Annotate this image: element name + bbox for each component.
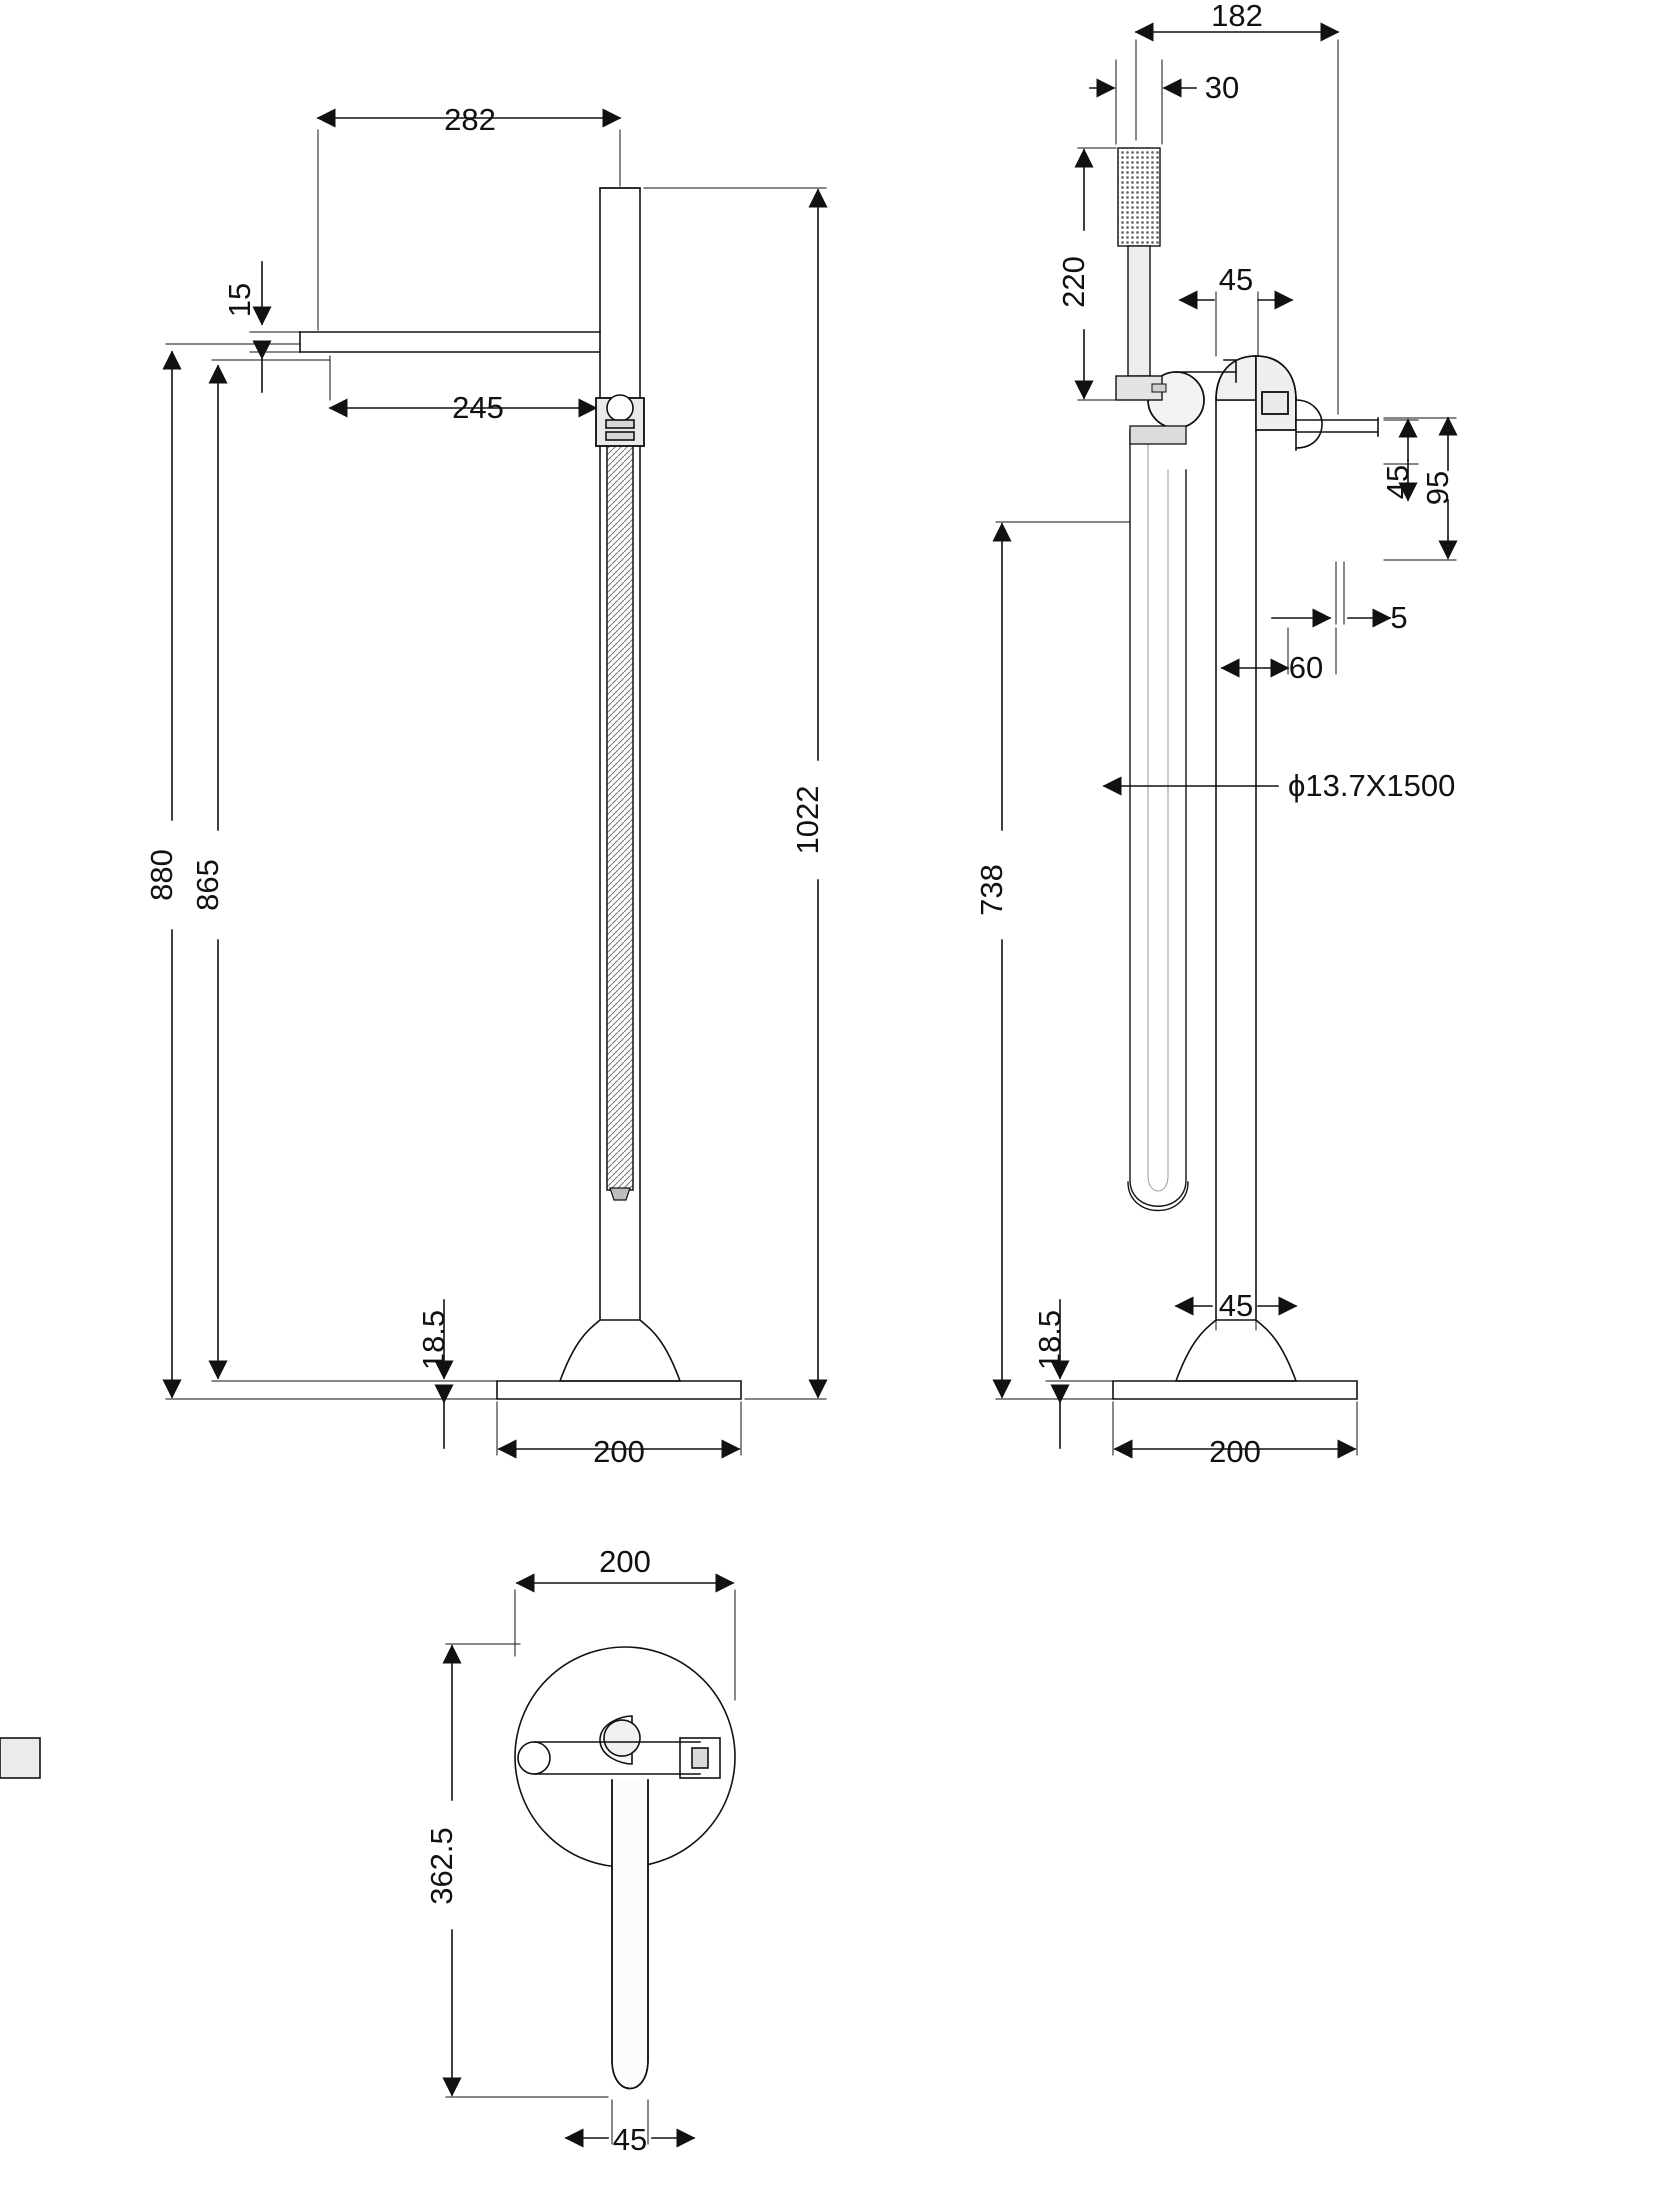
label-front-282: 282 [444,102,496,137]
label-side-30: 30 [1204,70,1240,105]
label-side-182: 182 [1211,0,1263,33]
label-side-hose-spec: ϕ13.7X1500 [1288,768,1456,803]
label-side-200: 200 [1209,1434,1261,1469]
front-handset [607,430,633,1200]
label-side-18-5: 18.5 [1032,1309,1067,1371]
label-plan-45: 45 [612,2122,648,2157]
label-front-880: 880 [144,849,179,901]
dim-plan-362-5 [446,1644,608,2097]
label-side-738: 738 [974,864,1009,916]
side-column [1216,400,1256,1320]
label-front-865: 865 [190,859,225,911]
dim-plan-200 [515,1583,735,1700]
dim-side-5 [1272,562,1390,624]
label-side-45-bracket: 45 [1218,262,1254,297]
label-plan-200: 200 [599,1544,651,1579]
label-front-15: 15 [222,282,257,318]
front-base-plate [497,1320,741,1399]
front-valve-body [596,395,644,446]
side-mixer-body [1216,356,1378,450]
label-front-1022: 1022 [790,785,825,855]
dim-side-738 [996,522,1130,1399]
dim-front-15 [250,262,300,392]
front-spout [300,332,600,352]
label-side-220: 220 [1056,256,1091,308]
label-front-245: 245 [452,390,504,425]
label-side-5: 5 [1390,600,1408,635]
side-base-plate [1113,1320,1357,1399]
label-front-200: 200 [593,1434,645,1469]
dim-side-30 [1090,60,1196,144]
plan-lever [0,1716,720,2089]
label-side-95: 95 [1420,470,1455,506]
label-front-18-5: 18.5 [416,1309,451,1371]
dim-front-282 [318,118,620,330]
dim-front-865 [212,360,495,1381]
label-side-45-lever: 45 [1380,464,1415,500]
label-plan-362-5: 362.5 [424,1827,459,1905]
label-side-45-column: 45 [1218,1288,1254,1323]
side-shower-handset [1116,148,1166,400]
dim-side-45-bracket [1180,292,1292,356]
side-hose [1128,426,1188,1211]
label-side-60: 60 [1288,650,1324,685]
